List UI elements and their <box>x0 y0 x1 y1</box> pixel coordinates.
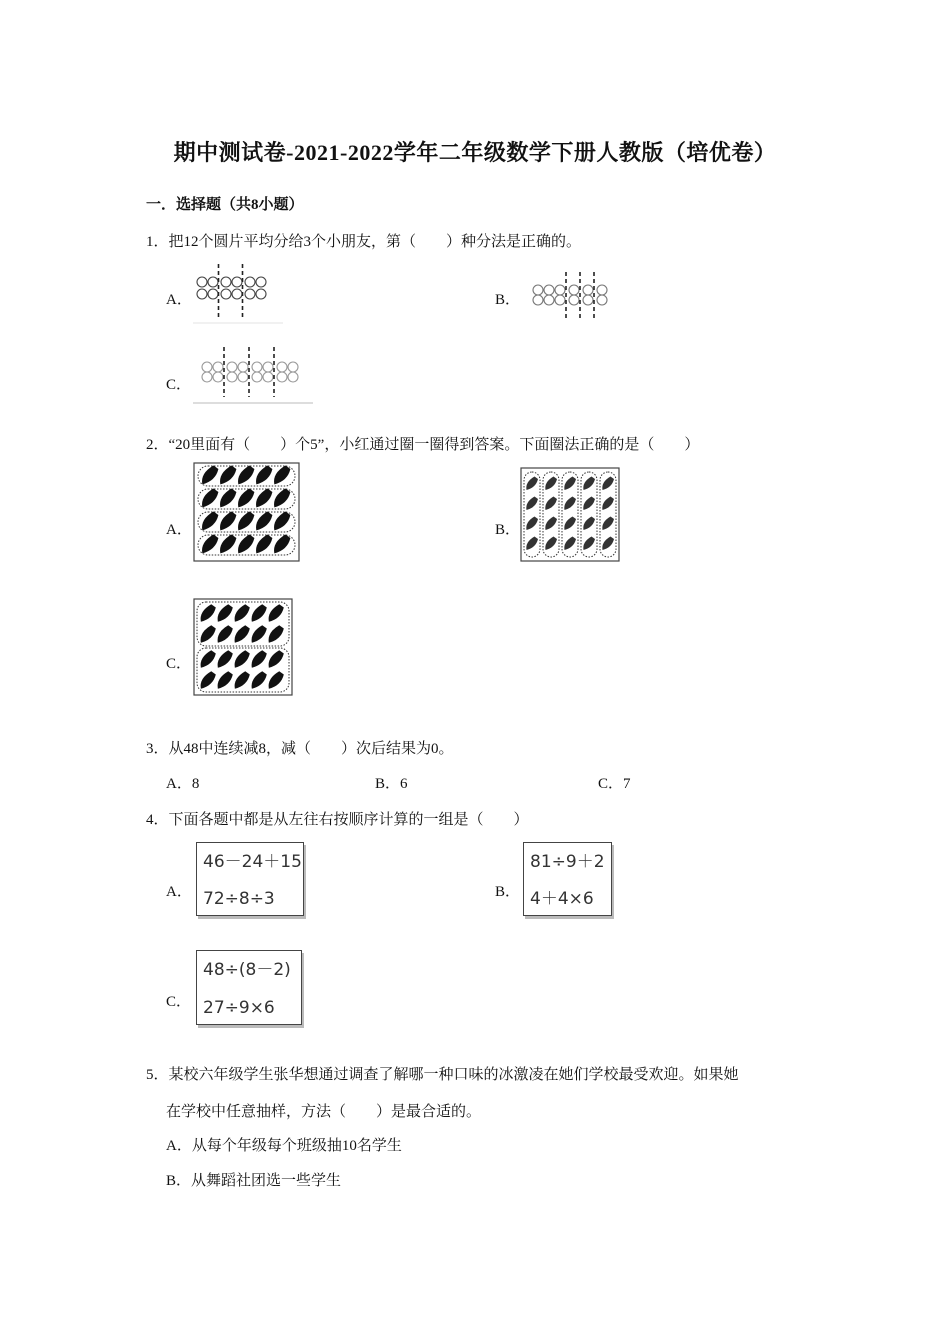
disc-icon <box>555 285 565 295</box>
disc-icon <box>232 289 242 299</box>
leaf-icon <box>564 497 576 511</box>
q1-option-c-figure <box>193 345 313 405</box>
disc-icon <box>221 289 231 299</box>
q1-option-b-figure <box>527 268 627 324</box>
page-title: 期中测试卷-2021-2022学年二年级数学下册人教版（培优卷） <box>173 140 777 165</box>
question-3-text: 3．从48中连续减8，减（ ）次后结果为0。 <box>146 741 454 757</box>
q3-option-b[interactable]: B．6 <box>375 776 408 792</box>
leaf-icon <box>235 625 250 643</box>
q4-option-c-label[interactable]: C． <box>166 994 192 1010</box>
leaf-icon <box>526 477 538 491</box>
disc-icon <box>238 362 248 372</box>
q4-c-expression-2: 27÷9×6 <box>203 998 275 1018</box>
disc-icon <box>597 285 607 295</box>
disc-icon <box>533 285 543 295</box>
leaf-icon <box>202 466 218 485</box>
leaf-icon <box>583 517 595 531</box>
q2-option-b-figure <box>520 467 620 562</box>
disc-icon <box>202 362 212 372</box>
q2-option-c-figure <box>193 598 293 696</box>
leaf-icon <box>252 604 267 622</box>
leaf-icon <box>564 517 576 531</box>
disc-icon <box>245 289 255 299</box>
disc-icon <box>583 285 593 295</box>
leaf-icon <box>256 466 272 485</box>
disc-icon <box>288 372 298 382</box>
q3-option-a[interactable]: A．8 <box>166 776 200 792</box>
leaf-icon <box>602 517 614 531</box>
leaf-icon <box>526 517 538 531</box>
leaf-icon <box>526 537 538 551</box>
disc-icon <box>208 289 218 299</box>
disc-icon <box>569 285 579 295</box>
question-5-text: 5．某校六年级学生张华想通过调查了解哪一种口味的冰激凌在她们学校最受欢迎。如果她 <box>146 1067 739 1083</box>
disc-icon <box>263 362 273 372</box>
disc-icon <box>288 362 298 372</box>
disc-icon <box>252 372 262 382</box>
leaf-icon <box>201 625 216 643</box>
q4-option-b-box <box>523 842 612 916</box>
q5-option-b[interactable]: B．从舞蹈社团选一些学生 <box>166 1173 342 1189</box>
leaf-icon <box>252 650 267 668</box>
leaf-icon <box>269 671 284 689</box>
leaf-icon <box>202 535 218 554</box>
q2-option-c-label[interactable]: C． <box>166 656 192 672</box>
leaf-icon <box>583 497 595 511</box>
disc-icon <box>256 277 266 287</box>
leaf-icon <box>220 466 236 485</box>
leaf-icon <box>526 497 538 511</box>
leaf-icon <box>252 671 267 689</box>
q3-option-c[interactable]: C．7 <box>598 776 631 792</box>
disc-icon <box>197 277 207 287</box>
q2-option-a-figure <box>193 462 300 562</box>
question-4-text: 4．下面各题中都是从左往右按顺序计算的一组是（ ） <box>146 812 529 828</box>
leaf-icon <box>235 671 250 689</box>
leaf-icon <box>545 497 557 511</box>
leaf-icon <box>274 512 290 531</box>
leaf-icon <box>256 535 272 554</box>
disc-icon <box>213 362 223 372</box>
q4-option-b-label[interactable]: B． <box>495 884 521 900</box>
q1-option-a-label[interactable]: A． <box>166 292 192 308</box>
disc-icon <box>277 362 287 372</box>
leaf-icon <box>201 604 216 622</box>
disc-icon <box>277 372 287 382</box>
question-2-text: 2．“20里面有（ ）个5”，小红通过圈一圈得到答案。下面圈法正确的是（ ） <box>146 437 700 453</box>
leaf-icon <box>202 489 218 508</box>
disc-icon <box>202 372 212 382</box>
leaf-icon <box>564 537 576 551</box>
leaf-icon <box>269 650 284 668</box>
disc-icon <box>232 277 242 287</box>
disc-icon <box>597 295 607 305</box>
disc-icon <box>533 295 543 305</box>
leaf-icon <box>238 535 254 554</box>
leaf-icon <box>545 537 557 551</box>
disc-icon <box>213 372 223 382</box>
leaf-icon <box>201 650 216 668</box>
q1-option-b-label[interactable]: B． <box>495 292 521 308</box>
disc-icon <box>208 277 218 287</box>
leaf-icon <box>564 477 576 491</box>
leaf-icon <box>238 512 254 531</box>
disc-icon <box>245 277 255 287</box>
q4-option-c-box <box>196 950 302 1025</box>
q4-a-expression-1: 46－24＋15 <box>203 852 302 872</box>
disc-icon <box>256 289 266 299</box>
leaf-icon <box>274 489 290 508</box>
leaf-icon <box>201 671 216 689</box>
leaf-icon <box>274 535 290 554</box>
q2-option-a-label[interactable]: A． <box>166 522 192 538</box>
disc-icon <box>583 295 593 305</box>
leaf-icon <box>218 625 233 643</box>
leaf-icon <box>252 625 267 643</box>
q1-option-c-label[interactable]: C． <box>166 377 192 393</box>
disc-icon <box>569 295 579 305</box>
leaf-icon <box>583 477 595 491</box>
leaf-icon <box>238 466 254 485</box>
leaf-icon <box>545 517 557 531</box>
leaf-icon <box>274 466 290 485</box>
disc-icon <box>221 277 231 287</box>
leaf-icon <box>238 489 254 508</box>
leaf-icon <box>235 650 250 668</box>
q4-option-a-label[interactable]: A． <box>166 884 192 900</box>
disc-icon <box>227 362 237 372</box>
disc-icon <box>555 295 565 305</box>
q2-option-b-label[interactable]: B． <box>495 522 521 538</box>
leaf-icon <box>545 477 557 491</box>
disc-icon <box>544 285 554 295</box>
q5-option-a[interactable]: A．从每个年级每个班级抽10名学生 <box>166 1138 402 1154</box>
disc-icon <box>227 372 237 382</box>
disc-icon <box>252 362 262 372</box>
leaf-icon <box>235 604 250 622</box>
disc-icon <box>238 372 248 382</box>
q4-c-expression-1: 48÷(8－2) <box>203 960 291 980</box>
leaf-icon <box>220 535 236 554</box>
leaf-icon <box>202 512 218 531</box>
leaf-icon <box>269 604 284 622</box>
leaf-icon <box>256 512 272 531</box>
disc-icon <box>544 295 554 305</box>
q4-b-expression-2: 4＋4×6 <box>530 889 594 909</box>
q4-option-a-box <box>196 842 304 916</box>
leaf-icon <box>602 537 614 551</box>
leaf-icon <box>583 537 595 551</box>
question-5-text-continued: 在学校中任意抽样，方法（ ）是最合适的。 <box>166 1104 482 1120</box>
leaf-icon <box>218 671 233 689</box>
leaf-icon <box>220 489 236 508</box>
leaf-icon <box>602 497 614 511</box>
disc-icon <box>263 372 273 382</box>
section-heading: 一．选择题（共8小题） <box>146 197 304 213</box>
leaf-icon <box>256 489 272 508</box>
leaf-icon <box>218 650 233 668</box>
disc-icon <box>197 289 207 299</box>
q1-option-a-figure <box>193 262 283 324</box>
leaf-icon <box>218 604 233 622</box>
leaf-icon <box>220 512 236 531</box>
q4-a-expression-2: 72÷8÷3 <box>203 889 275 909</box>
question-1-text: 1．把12个圆片平均分给3个小朋友，第（ ）种分法是正确的。 <box>146 234 582 250</box>
leaf-icon <box>602 477 614 491</box>
q4-b-expression-1: 81÷9＋2 <box>530 852 605 872</box>
leaf-icon <box>269 625 284 643</box>
